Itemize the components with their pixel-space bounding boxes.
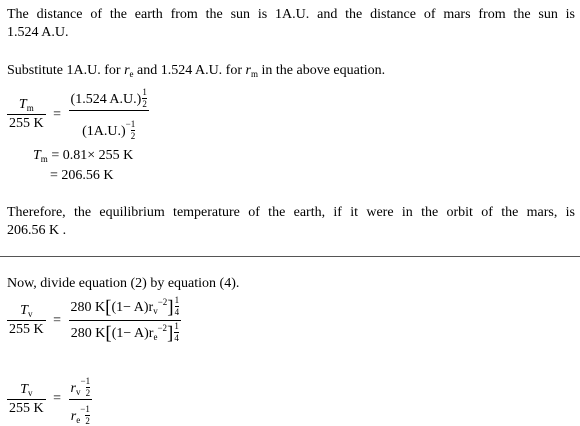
eq2-rhs: = 0.81× 255 K (51, 148, 134, 163)
eq1-rhs-fraction (69, 88, 149, 141)
conclusion-line-1: Therefore, the equilibrium temperature of the earth, if it were in the orbit of the mars, is (7, 205, 575, 220)
eq4-lhs-t: T (20, 303, 28, 318)
eq5-num-sub: v (75, 387, 81, 397)
eq4-lhs-sub: v (27, 309, 33, 319)
substitute-pre: Substitute 1A.U. for (7, 63, 121, 78)
eq4-num-inner: (1− A)r (111, 300, 154, 315)
eq1-lhs-sub: m (26, 103, 34, 113)
eq4-num-sub: v (153, 306, 158, 316)
equation-4 (7, 296, 181, 345)
substitute-sentence (7, 63, 385, 79)
eq4-lhs-den: 255 K (9, 322, 44, 337)
intro-line-2: 1.524 A.U. (7, 25, 69, 40)
symbol-r: r (245, 63, 251, 78)
eq1-lhs-fraction (7, 97, 46, 132)
eq4-den-pow: −2 (157, 323, 168, 333)
eq1-rhs-num: (1.524 A.U.) (70, 92, 142, 107)
divide-sentence: Now, divide equation (2) by equation (4). (7, 276, 240, 291)
eq5-den-exponent: $\frac{1}{2}$ (85, 404, 90, 426)
conclusion-line-2: 206.56 K . (7, 223, 67, 238)
eq4-den-coef: 280 K (70, 326, 106, 341)
intro-line-1: The distance of the earth from the sun is 1A.U. and the distance of mars from the sun is (7, 7, 575, 22)
eq5-den-exp-sign: − (80, 404, 86, 414)
eq4-den-inner: (1− A)r (111, 326, 154, 341)
eq4-equals: = (53, 312, 62, 328)
eq5-lhs-t: T (20, 381, 28, 397)
equation-1 (7, 88, 149, 141)
section-divider (0, 256, 580, 257)
symbol-r: r (124, 63, 130, 78)
eq2-lhs-sub: m (40, 154, 48, 164)
eq4-num-outer-exp: $\frac{1}{4}$ (174, 295, 180, 317)
eq4-den-sub: e (153, 332, 158, 342)
eq2-lhs-t: T (33, 148, 41, 163)
eq5-num-r: r (70, 381, 76, 396)
equation-5 (7, 372, 92, 426)
eq1-num-exponent: $\frac{1}{2}$ (142, 87, 147, 109)
substitute-post: in the above equation. (261, 63, 386, 78)
eq1-equals: = (53, 106, 62, 122)
eq5-den-sub: e (76, 415, 81, 425)
eq5-num-exponent: $\frac{1}{2}$ (85, 376, 91, 398)
eq1-lhs-t: T (18, 97, 27, 112)
eq4-den-outer-exp: $\frac{1}{4}$ (174, 321, 179, 343)
eq1-den-exponent: $\frac{1}{2}$ (130, 119, 136, 141)
eq1-rhs-den: (1A.U.) (82, 124, 126, 139)
eq1-lhs-den: 255 K (9, 116, 44, 131)
eq5-den-r: r (70, 409, 77, 424)
symbol-sub-m: m (250, 69, 258, 79)
eq5-num-exp-sign: − (80, 376, 86, 386)
eq5-lhs-fraction (7, 382, 46, 417)
eq4-lhs-fraction (7, 303, 46, 338)
eq5-lhs-den: 255 K (9, 400, 44, 416)
eq5-equals: = (53, 391, 62, 407)
eq5-lhs-sub: v (27, 387, 33, 398)
equation-2 (33, 148, 133, 164)
eq4-rhs-fraction: 280 $K[(1- A)r_v^{-2}]$ $\frac{1}{4}$ 280 $K[(1- A)r_e^{-2}]$ $\frac{1}{4}$ (70, 295, 180, 344)
eq5-rhs-fraction (69, 372, 93, 426)
eq4-num-coef: 280 K (70, 300, 106, 315)
symbol-sub-e: e (129, 69, 134, 79)
eq1-den-exp-sign: − (125, 119, 131, 129)
substitute-mid: and 1.524 A.U. for (137, 63, 243, 78)
equation-3: = 206.56 K (50, 168, 114, 183)
eq4-num-pow: −2 (157, 297, 168, 307)
